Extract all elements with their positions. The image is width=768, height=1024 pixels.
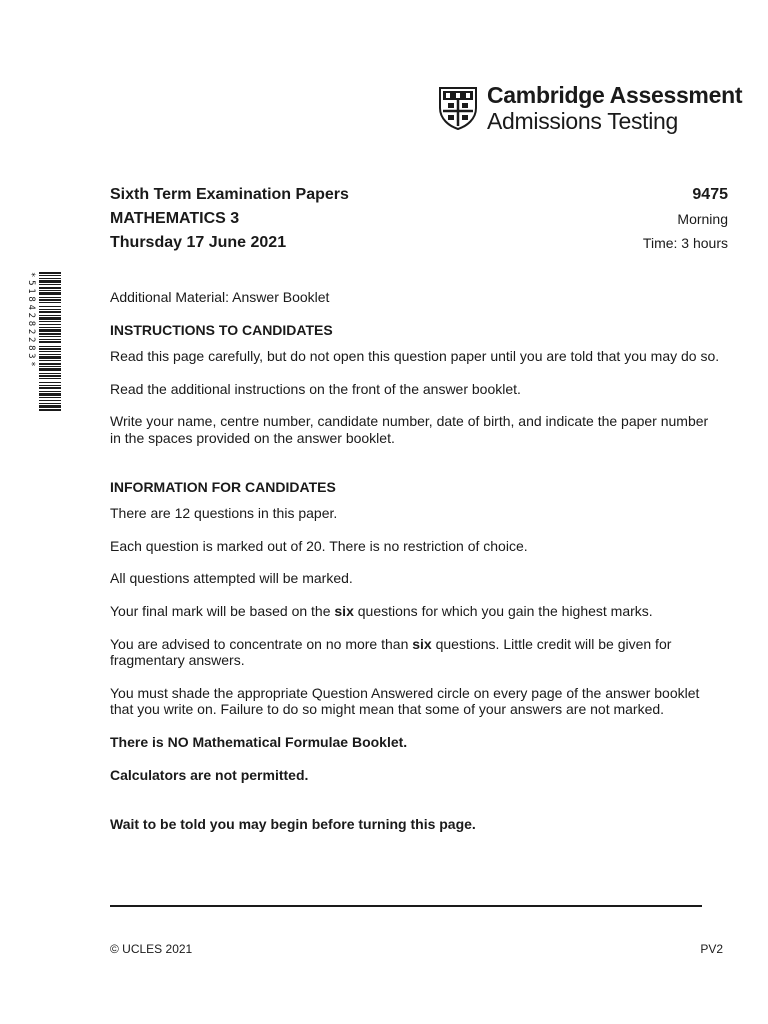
info-2: Each question is marked out of 20. There is no restriction of choice.: [110, 537, 528, 554]
instruction-1: Read this page carefully, but do not open this question paper until you are told that you may do so.: [110, 348, 720, 365]
paper-code: 9475: [692, 186, 728, 203]
info-8: Calculators are not permitted.: [110, 766, 309, 783]
information-heading: INFORMATION FOR CANDIDATES: [110, 478, 336, 495]
crest-icon: [438, 86, 478, 130]
info-4: [110, 603, 722, 620]
info-7: There is NO Mathematical Formulae Booklet.: [110, 733, 408, 750]
info-4-post: questions for which you gain the highest marks.: [353, 602, 653, 619]
footer-code: PV2: [700, 942, 723, 956]
info-4-pre: Your final mark will be based on the: [110, 602, 335, 619]
additional-material: Additional Material: Answer Booklet: [110, 289, 330, 305]
info-5-bold: six: [412, 635, 432, 652]
info-5: [110, 636, 722, 669]
info-5-post: questions. Little credit will be given for fragmentary answers.: [110, 635, 672, 669]
exam-title: Sixth Term Examination Papers: [110, 186, 349, 203]
info-4-bold: six: [334, 602, 354, 619]
exam-duration: Time: 3 hours: [642, 235, 728, 251]
info-5-pre: You are advised to concentrate on no more than: [110, 635, 413, 652]
exam-meta: [643, 183, 728, 255]
instruction-3: Write your name, centre number, candidate number, date of birth, and indicate the paper number in the spaces provided on the answer booklet.: [110, 413, 709, 446]
instruction-2: Read the additional instructions on the front of the answer booklet.: [110, 380, 521, 397]
instructions-heading: INSTRUCTIONS TO CANDIDATES: [110, 321, 333, 338]
info-1: There are 12 questions in this paper.: [110, 505, 338, 522]
info-6: You must shade the appropriate Question Answered circle on every page of the answer booklet that you write on. Failure to do so might mean that some of your answers are not marked.: [110, 684, 700, 718]
logo-line-2: Admissions Testing: [487, 108, 679, 134]
exam-subject: MATHEMATICS 3: [110, 210, 240, 227]
exam-date: Thursday 17 June 2021: [110, 234, 287, 251]
logo-line-1: Cambridge Assessment: [487, 82, 743, 108]
barcode-digits: *5184282283*: [26, 272, 36, 370]
copyright: © UCLES 2021: [110, 942, 193, 956]
instructions-body: [110, 289, 722, 833]
cambridge-logo: [438, 82, 743, 134]
info-9: Wait to be told you may begin before turning this page.: [110, 816, 476, 833]
exam-session: Morning: [677, 211, 728, 227]
info-3: All questions attempted will be marked.: [110, 570, 353, 587]
divider-rule: [110, 905, 702, 907]
exam-header: [110, 183, 349, 255]
